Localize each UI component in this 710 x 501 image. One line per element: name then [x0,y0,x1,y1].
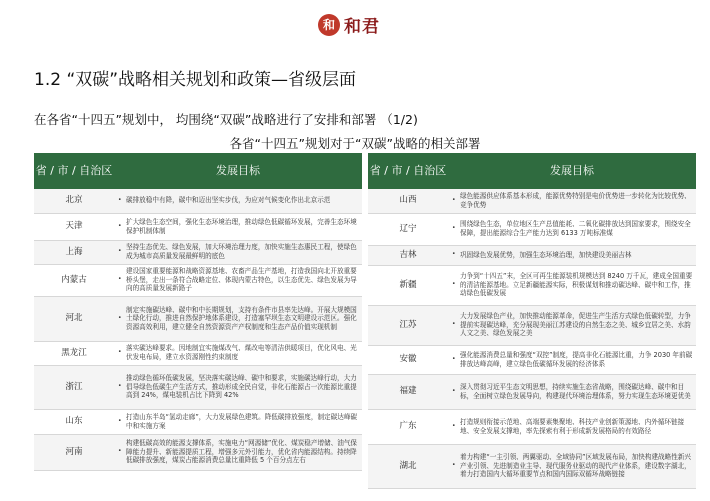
region-cell: 河南 [34,434,114,470]
table-row [368,305,696,345]
region-cell: 辽宁 [368,213,448,245]
goal-cell: • 着力构建“一主引领、两翼驱动、全域协同”区域发展布局，加快构建战略性新兴产业引领、先进制造业主导、现代服务业驱动的现代产业体系，建设数字湖北，着力打造国内大循环重要节点和国内国际双循环战略链接 [448,444,696,488]
region-cell: 上海 [34,240,114,264]
table-row [368,374,696,409]
goal-cell: • 力争到“十四五”末，全区可再生能源装机规模达到 8240 万千瓦，建成全国重要的清洁能源基地。立足新疆能源实际，积极谋划和推动碳达峰、碳中和工作，推动绿色低碳发展 [448,265,696,305]
region-column-header: 省 / 市 / 自治区 [34,153,114,189]
region-cell: 福建 [368,374,448,409]
region-cell: 江苏 [368,305,448,345]
region-column-header: 省 / 市 / 自治区 [368,153,448,189]
region-cell: 吉林 [368,245,448,265]
table-row [34,213,362,240]
region-cell: 广东 [368,409,448,444]
region-cell: 河北 [34,296,114,341]
goal-cell: • 大力发展绿色产业，加快推动能源革命，促进生产生活方式绿色低碳转型，力争提前实现碳达峰，充分展现美丽江苏建设的自然生态之美、城乡宜居之美、水韵人文之美、绿色发展之美 [448,305,696,345]
table-row [34,365,362,409]
region-cell: 湖北 [368,444,448,488]
goal-cell: • 巩固绿色发展优势，加强生态环境治理，加快建设美丽吉林 [448,245,696,265]
table-row [34,409,362,434]
goal-cell: • 推动绿色循环低碳发展，坚决落实碳达峰、碳中和要求，实施碳达峰行动，大力倡导绿色低碳生产生活方式，推动形成全民自觉，非化石能源占一次能源比重提高到 24%，煤电装机占比下降到 42% [114,365,362,409]
goal-cell: • 构建低碳高效的能源支撑体系，实施电力“网源储”优化、煤炭稳产增储、油气保障能力提升、新能源提质工程，增强多元外引能力，优化省内能源结构。持续降低碳排放强度，煤炭占能源消费总量比重降低 5 个百分点左右 [114,434,362,470]
region-cell: 北京 [34,189,114,213]
goal-cell: • 制定实施碳达峰、碳中和中长期规划，支持有条件市县率先达峰。开展大规模国土绿化行动，推进自然保护地体系建设，打造塞罕坝生态文明建设示范区。强化资源高效利用，建立健全自然资源资产产权制度和生态产品价值实现机制 [114,296,362,341]
goal-cell: • 建设国家重要能源和战略资源基地、农畜产品生产基地，打造我国向北开放重要桥头堡，走出一条符合战略定位、体现内蒙古特色，以生态优先、绿色发展为导向的高质量发展新路子 [114,264,362,296]
goal-cell: • 碳排放稳中有降，碳中和迈出坚实步伐，为应对气候变化作出北京示范 [114,189,362,213]
brand-logo [318,12,380,37]
goal-cell: • 扩大绿色生态空间，强化生态环境治理，推动绿色低碳循环发展，完善生态环境保护机制体制 [114,213,362,240]
goal-cell: • 落实碳达峰要求。因地制宜实施煤改气、煤改电等清洁供暖项目，优化风电、光伏发电布局，建立水资源刚性约束制度 [114,341,362,365]
table-row [368,265,696,305]
region-cell: 山东 [34,409,114,434]
table-row [368,444,696,488]
table-row [34,341,362,365]
table-row [368,213,696,245]
brand-name: 和君 [344,17,380,37]
region-cell: 天津 [34,213,114,240]
goal-cell: • 坚持生态优先、绿色发展，加大环境治理力度，加快实施生态惠民工程，使绿色成为城市高质量发展最鲜明的底色 [114,240,362,264]
table-row [368,409,696,444]
table-row [34,296,362,341]
region-cell: 内蒙古 [34,264,114,296]
region-cell: 黑龙江 [34,341,114,365]
region-cell: 浙江 [34,365,114,409]
table-row [368,345,696,374]
goal-cell: • 打造规则衔接示范地、高端要素集聚地、科技产业创新策源地、内外循环链接地、安全发展支撑地，率先探索有利于形成新发展格局的有效路径 [448,409,696,444]
goal-column-header: 发展目标 [448,153,696,189]
table-title: 各省“十四五”规划对于“双碳”战略的相关部署 [229,136,481,151]
right-table [368,153,696,489]
table-row [34,189,362,213]
table-row [34,434,362,470]
goal-cell: • 强化能源消费总量和强度“双控”制度，提高非化石能源比重，力争 2030 年前碳排放达峰高峰，建立绿色低碳循环发展的经济体系 [448,345,696,374]
goal-cell: • 深入贯彻习近平生态文明思想，持续实施生态省战略，围绕碳达峰、碳中和目标，全面树立绿色发展导向，构建现代环境治理体系，努力实现生态环境更优美 [448,374,696,409]
goal-cell: • 绿色能源供应体系基本形成，能源优势特别是电价优势进一步转化为比较优势、竞争优势 [448,189,696,213]
table-row [368,245,696,265]
table-row [34,264,362,296]
table-row [368,189,696,213]
region-cell: 安徽 [368,345,448,374]
goal-cell: • 打造山东半岛“氢动走廊”，大力发展绿色建筑。降低碳排放强度，制定碳达峰碳中和实施方案 [114,409,362,434]
table-row [34,240,362,264]
goal-column-header: 发展目标 [114,153,362,189]
page-title: 1.2 “双碳”战略相关规划和政策—省级层面 [34,70,357,90]
goal-cell: • 围绕绿色生态，单位地区生产总值能耗、二氧化碳排放达到国家要求，围绕安全保障，提出能源综合生产能力达到 6133 万吨标准煤 [448,213,696,245]
region-cell: 山西 [368,189,448,213]
region-cell: 新疆 [368,265,448,305]
left-table [34,153,362,471]
page-subtitle: 在各省“十四五”规划中， 均围绕“双碳”战略进行了安排和部署 （1/2) [34,112,418,127]
logo-mark: 和 [318,14,340,36]
